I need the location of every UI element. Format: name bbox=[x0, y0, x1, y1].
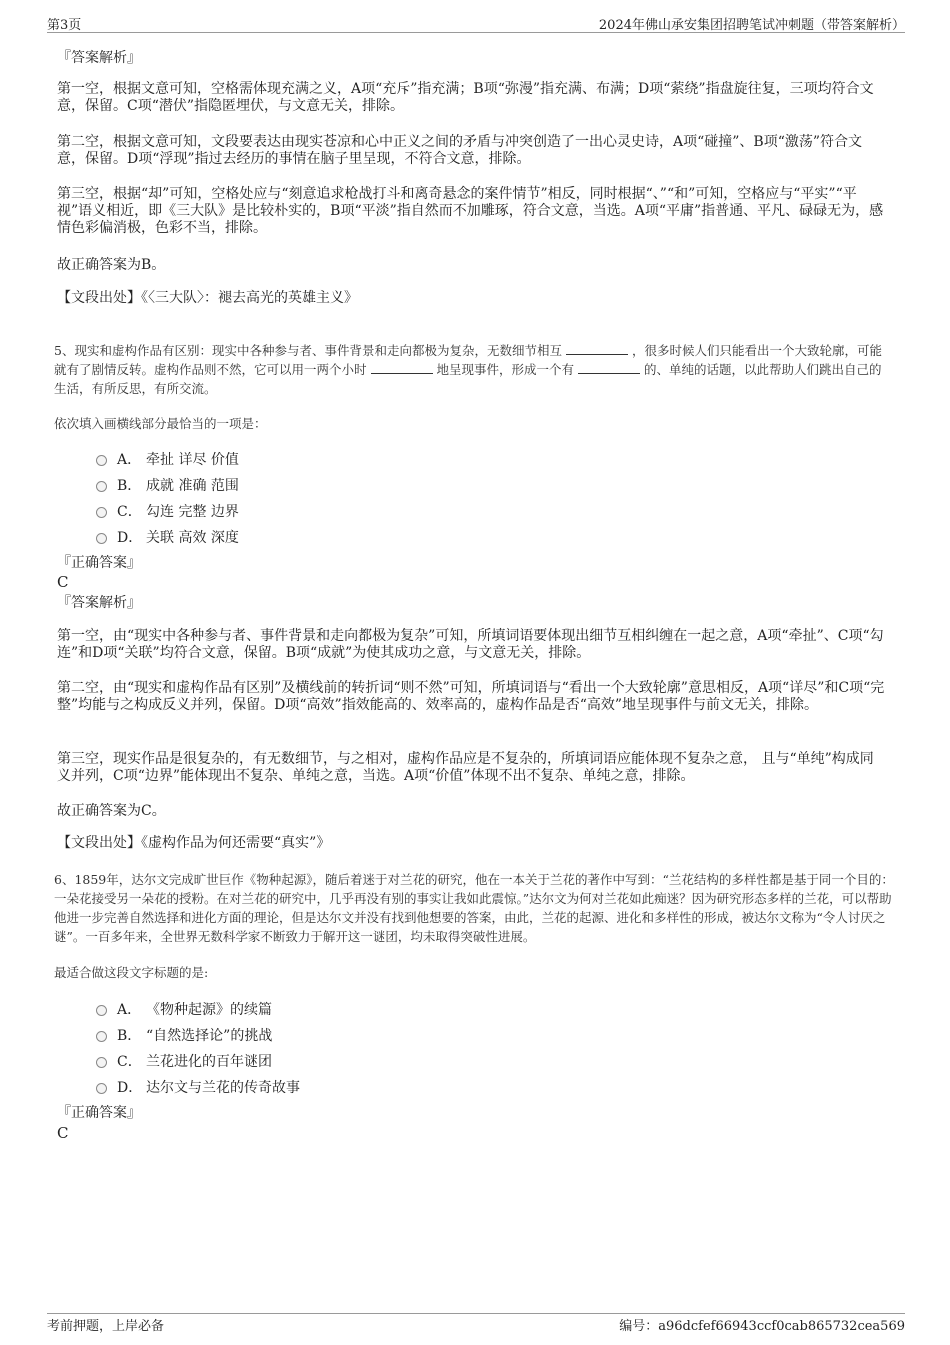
q4-analysis-label: 『答案解析』 bbox=[57, 50, 141, 66]
q4-analysis-p2: 第二空，根据文意可知，文段要表达由现实苍凉和心中正义之间的矛盾与冲突创造了一出心灵史诗，A项“碰撞”、B项“激荡”符合文意，保留。D项“浮现”指过去经历的事情在脑子里呈现，不符合文意，排除。 bbox=[57, 134, 863, 167]
radio-icon[interactable] bbox=[96, 1005, 107, 1016]
q5-analysis-label: 『答案解析』 bbox=[57, 595, 141, 611]
q5-analysis-p1: 第一空，由“现实中各种参与者、事件背景和走向都极为复杂”可知，所填词语要体现出细节互相纠缠在一起之意，A项“牵扯”、C项“勾连”和D项“关联”均符合文意，保留。B项“成就”为使其成功之意，与文意无关，排除。 bbox=[57, 628, 884, 661]
q5-option-d[interactable]: D． 关联 高效 深度 bbox=[96, 527, 239, 547]
radio-icon[interactable] bbox=[96, 481, 107, 492]
q6-question: 最适合做这段文字标题的是: bbox=[54, 965, 209, 980]
q5-question: 依次填入画横线部分最恰当的一项是： bbox=[54, 416, 267, 431]
q6-answer: C bbox=[57, 1124, 69, 1142]
q6-answer-label: 『正确答案』 bbox=[57, 1105, 141, 1121]
q4-conclusion: 故正确答案为B。 bbox=[57, 257, 166, 273]
blank-2 bbox=[371, 362, 433, 374]
q6-option-b[interactable]: B． “自然选择论”的挑战 bbox=[96, 1025, 272, 1045]
radio-icon[interactable] bbox=[96, 1083, 107, 1094]
q4-source: 【文段出处】《〈三大队〉：褪去高光的英雄主义》 bbox=[57, 290, 358, 306]
radio-icon[interactable] bbox=[96, 533, 107, 544]
q5-analysis-p3: 第三空，现实作品是很复杂的，有无数细节，与之相对，虚构作品应是不复杂的，所填词语应能体现不复杂之意， 且与“单纯”构成同义并列，C项“边界”能体现出不复杂、单纯之意，当选。A项“价值”体现不出不复杂、单纯之意，排除。 bbox=[57, 751, 874, 784]
blank-1 bbox=[566, 343, 628, 355]
q6-option-c[interactable]: C． 兰花进化的百年谜团 bbox=[96, 1051, 272, 1071]
q5-stem: 5、现实和虚构作品有区别：现实中各种参与者、事件背景和走向都极为复杂，无数细节相互 ，很多时候人们只能看出一个大致轮廓，可能就有了剧情反转。虚构作品则不然，它可以用一两个小时 地呈现事件，形成一个有 的、单纯的话题，以此帮助人们跳出自己的生活，有所反思，有所交流。 bbox=[54, 343, 882, 396]
q6-stem: 6、1859年，达尔文完成旷世巨作《物种起源》，随后着迷于对兰花的研究，他在一本关于兰花的著作中写到：“兰花结构的多样性都是基于同一个目的：一朵花接受另一朵花的授粉。在对兰花的研究中，几乎再没有别的事实让我如此震惊。”达尔文为何对兰花如此痴迷？因为研究形态多样的兰花，可以帮助他进一步完善自然选择和进化方面的理论，但是达尔文并没有找到他想要的答案，由此，兰花的起源、进化和多样性的形成，被达尔文称为“令人讨厌之谜”。一百多年来，全世界无数科学家不断致力于解开这一谜团，均未取得突破性进展。 bbox=[54, 872, 894, 944]
q5-option-b[interactable]: B． 成就 准确 范围 bbox=[96, 475, 239, 495]
q5-option-c[interactable]: C． 勾连 完整 边界 bbox=[96, 501, 239, 521]
document-title: 2024年佛山承安集团招聘笔试冲刺题（带答案解析） bbox=[598, 18, 905, 33]
q4-analysis-p3: 第三空，根据“却”可知，空格处应与“刻意追求枪战打斗和离奇悬念的案件情节”相反，同时根据“、”“和”可知，空格应与“平实”“平视”语义相近，即《三大队》是比较朴实的，B项“平淡”指自然而不加雕琢，符合文意，当选。A项“平庸”指普通、平凡、碌碌无为，感情色彩偏消极，色彩不当，排除。 bbox=[57, 186, 884, 236]
blank-3 bbox=[578, 362, 640, 374]
radio-icon[interactable] bbox=[96, 1031, 107, 1042]
q5-answer: C bbox=[57, 573, 69, 591]
q4-analysis-p1: 第一空，根据文意可知，空格需体现充满之义，A项“充斥”指充满；B项“弥漫”指充满、布满；D项“萦绕”指盘旋往复，三项均符合文意，保留。C项“潜伏”指隐匿埋伏，与文意无关，排除。 bbox=[57, 81, 874, 114]
radio-icon[interactable] bbox=[96, 455, 107, 466]
q5-option-a[interactable]: A． 牵扯 详尽 价值 bbox=[96, 449, 239, 469]
footer-slogan: 考前押题，上岸必备 bbox=[47, 1319, 165, 1334]
radio-icon[interactable] bbox=[96, 1057, 107, 1068]
page-header bbox=[47, 14, 905, 33]
q5-source: 【文段出处】《虚构作品为何还需要“真实”》 bbox=[57, 835, 331, 851]
q5-conclusion: 故正确答案为C。 bbox=[57, 803, 166, 819]
q6-option-a[interactable]: A． 《物种起源》的续篇 bbox=[96, 999, 272, 1019]
q5-answer-label: 『正确答案』 bbox=[57, 555, 141, 571]
page-number: 第3页 bbox=[47, 18, 82, 33]
footer-serial: 编号：a96dcfef66943ccf0cab865732cea569 bbox=[619, 1319, 905, 1334]
q5-analysis-p2: 第二空，由“现实和虚构作品有区别”及横线前的转折词“则不然”可知，所填词语与“看出一个大致轮廓”意思相反，A项“详尽”和C项“完整”均能与之构成反义并列，保留。D项“高效”指效能高的、效率高的，虚构作品是否“高效”地呈现事件与前文无关，排除。 bbox=[57, 680, 885, 713]
page-footer bbox=[47, 1313, 905, 1334]
q6-option-d[interactable]: D． 达尔文与兰花的传奇故事 bbox=[96, 1077, 300, 1097]
radio-icon[interactable] bbox=[96, 507, 107, 518]
